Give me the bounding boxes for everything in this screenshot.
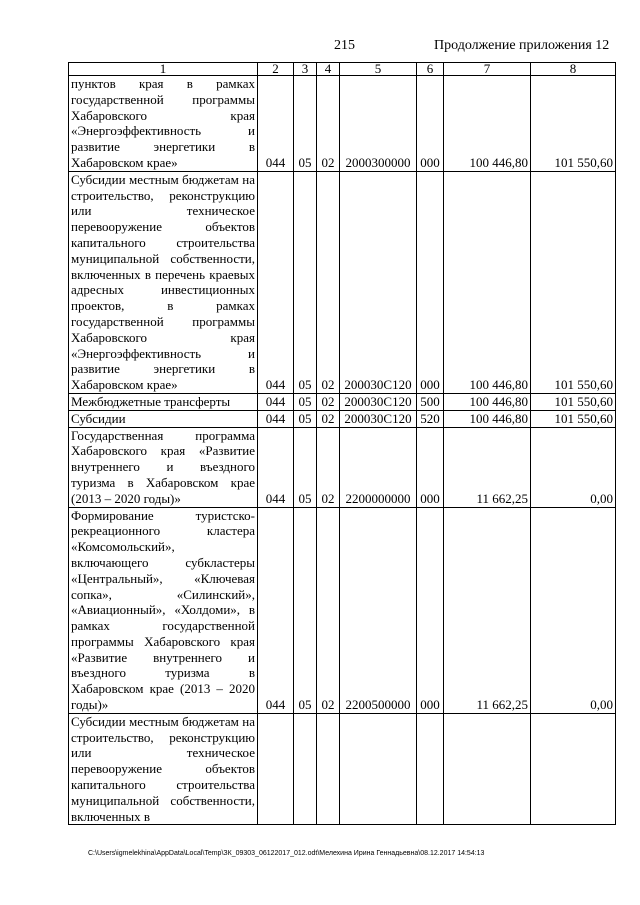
column-header: 4: [317, 63, 340, 76]
subsection-code: 02: [317, 507, 340, 713]
subsection-code: 02: [317, 393, 340, 410]
amount-col7: 11 662,25: [444, 507, 531, 713]
amount-col8: 101 550,60: [531, 171, 616, 393]
expense-type-code: 500: [417, 393, 444, 410]
section-code: [294, 713, 317, 825]
table-row: [69, 393, 616, 410]
column-header: 2: [258, 63, 294, 76]
ministry-code: 044: [258, 76, 294, 172]
column-header: 8: [531, 63, 616, 76]
ministry-code: 044: [258, 507, 294, 713]
budget-table: [68, 62, 616, 825]
file-path-footer: C:\Users\igmelekhina\AppData\Local\Temp\ЗК_09303_06122017_012.odt\Мелехина Ирина Геннадьевна\08.12.2017 14:54:13: [88, 850, 485, 857]
amount-col7: [444, 713, 531, 825]
amount-col8: 101 550,60: [531, 393, 616, 410]
expense-type-code: 000: [417, 76, 444, 172]
ministry-code: 044: [258, 171, 294, 393]
item-name: Государственная программа Хабаровского края «Развитие внутреннего и въездного туризма в Хабаровском крае (2013 – 2020 годы)»: [69, 427, 258, 507]
column-header: 1: [69, 63, 258, 76]
header-row: [69, 63, 616, 76]
ministry-code: 044: [258, 410, 294, 427]
subsection-code: 02: [317, 171, 340, 393]
amount-col7: 100 446,80: [444, 410, 531, 427]
section-code: 05: [294, 76, 317, 172]
amount-col8: 0,00: [531, 507, 616, 713]
table-row: [69, 507, 616, 713]
item-name: пунктов края в рамках государственной программы Хабаровского края «Энергоэффективность и развитие энергетики в Хабаровском крае»: [69, 76, 258, 172]
ministry-code: 044: [258, 393, 294, 410]
section-code: 05: [294, 427, 317, 507]
amount-col7: 100 446,80: [444, 393, 531, 410]
amount-col8: 101 550,60: [531, 410, 616, 427]
item-name: Субсидии: [69, 410, 258, 427]
table-row: [69, 76, 616, 172]
page-number: 215: [334, 38, 355, 53]
column-header: 6: [417, 63, 444, 76]
column-header: 3: [294, 63, 317, 76]
target-item-code: 200030С120: [340, 171, 417, 393]
subsection-code: [317, 713, 340, 825]
expense-type-code: 000: [417, 427, 444, 507]
continuation-note: Продолжение приложения 12: [434, 38, 610, 53]
section-code: 05: [294, 393, 317, 410]
table-row: [69, 427, 616, 507]
amount-col7: 100 446,80: [444, 76, 531, 172]
target-item-code: [340, 713, 417, 825]
expense-type-code: 000: [417, 171, 444, 393]
expense-type-code: 000: [417, 507, 444, 713]
expense-type-code: 520: [417, 410, 444, 427]
subsection-code: 02: [317, 410, 340, 427]
target-item-code: 200030С120: [340, 393, 417, 410]
target-item-code: 2000300000: [340, 76, 417, 172]
section-code: 05: [294, 507, 317, 713]
amount-col7: 100 446,80: [444, 171, 531, 393]
section-code: 05: [294, 171, 317, 393]
amount-col8: [531, 713, 616, 825]
item-name: Субсидии местным бюджетам на строительство, реконструкцию или техническое перевооружение объектов капитального строительства муниципальной собственности, включенных в: [69, 713, 258, 825]
target-item-code: 200030С120: [340, 410, 417, 427]
expense-type-code: [417, 713, 444, 825]
table-row: [69, 713, 616, 825]
amount-col8: 0,00: [531, 427, 616, 507]
subsection-code: 02: [317, 427, 340, 507]
target-item-code: 2200000000: [340, 427, 417, 507]
amount-col7: 11 662,25: [444, 427, 531, 507]
amount-col8: 101 550,60: [531, 76, 616, 172]
item-name: Субсидии местным бюджетам на строительство, реконструкцию или техническое перевооружение объектов капитального строительства муниципальной собственности, включенных в перечень краевых адресных инвестиционных проектов, в рамках государственной программы Хабаровского края «Энергоэффективность и развитие энергетики в Хабаровском крае»: [69, 171, 258, 393]
section-code: 05: [294, 410, 317, 427]
table-row: [69, 171, 616, 393]
item-name: Формирование туристско-рекреационного кластера «Комсомольский», включающего субкластеры «Центральный», «Ключевая сопка», «Силинский», «Авиационный», «Холдоми», в рамках государственной программы Хабаровского края «Развитие внутреннего и въездного туризма в Хабаровском крае (2013 – 2020 годы)»: [69, 507, 258, 713]
target-item-code: 2200500000: [340, 507, 417, 713]
ministry-code: 044: [258, 427, 294, 507]
table-row: [69, 410, 616, 427]
subsection-code: 02: [317, 76, 340, 172]
item-name: Межбюджетные трансферты: [69, 393, 258, 410]
ministry-code: [258, 713, 294, 825]
column-header: 5: [340, 63, 417, 76]
column-header: 7: [444, 63, 531, 76]
